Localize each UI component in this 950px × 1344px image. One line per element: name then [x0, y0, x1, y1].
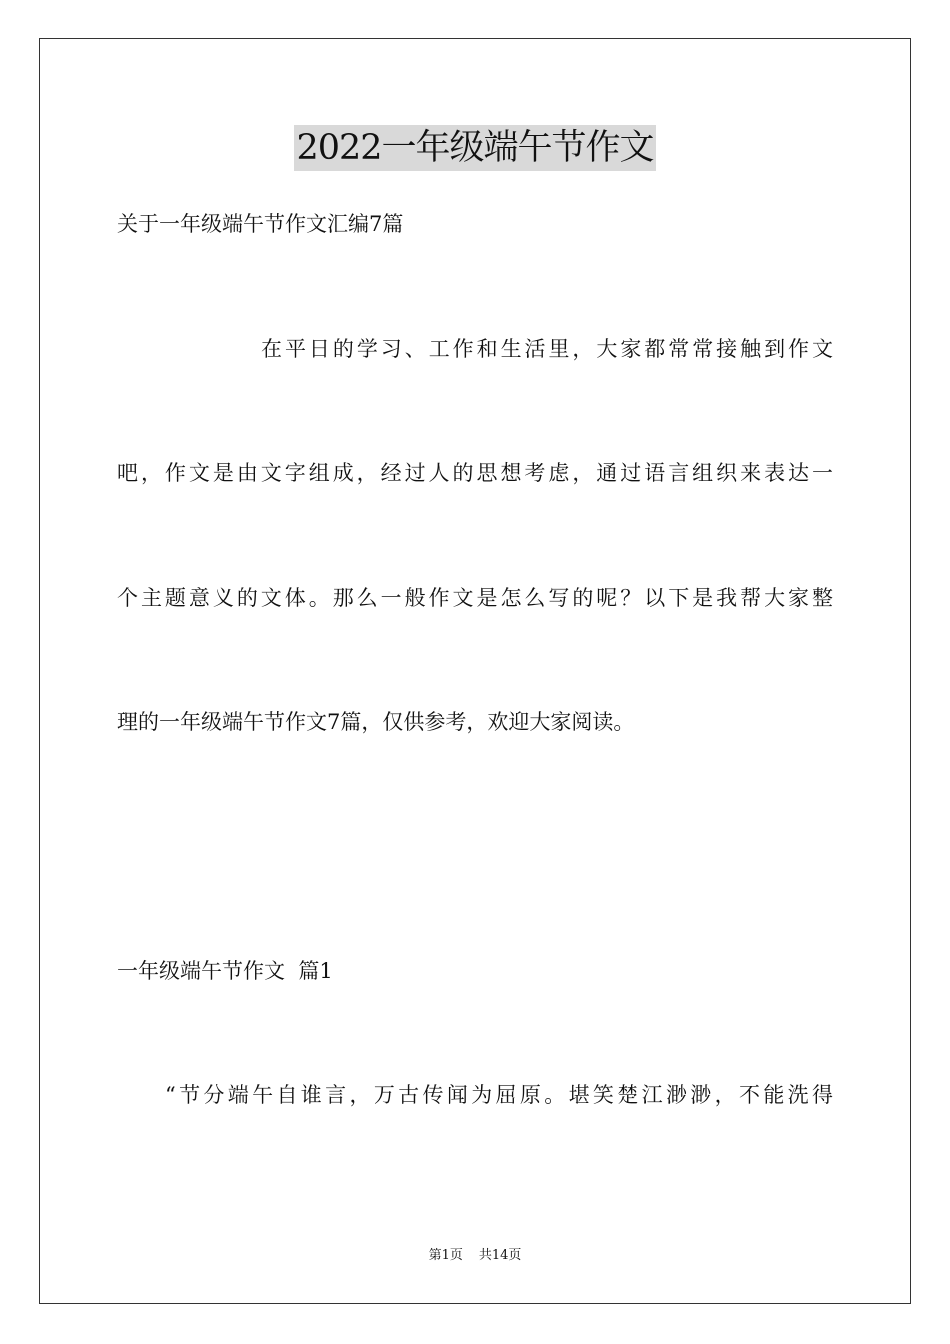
intro-line-2: 吧，作文是由文字组成，经过人的思想考虑，通过语言组织来表达一 — [117, 461, 833, 485]
section-heading: 一年级端午节作文 篇1 — [117, 959, 333, 983]
page-footer — [0, 1247, 950, 1265]
intro-line-3: 个主题意义的文体。那么一般作文是怎么写的呢？以下是我帮大家整 — [117, 586, 833, 610]
document-title-text: 2022一年级端午节作文 — [294, 125, 655, 171]
section-first-line: “节分端午自谁言，万古传闻为屈原。堪笑楚江渺渺，不能洗得 — [165, 1083, 833, 1107]
page-number: 第1页 — [428, 1248, 463, 1263]
page-total: 共14页 — [478, 1248, 522, 1263]
intro-line-1: 在平日的学习、工作和生活里，大家都常常接触到作文 — [261, 337, 833, 361]
document-subtitle: 关于一年级端午节作文汇编7篇 — [117, 212, 404, 236]
intro-line-4: 理的一年级端午节作文7篇，仅供参考，欢迎大家阅读。 — [117, 710, 635, 734]
document-title — [0, 125, 950, 171]
